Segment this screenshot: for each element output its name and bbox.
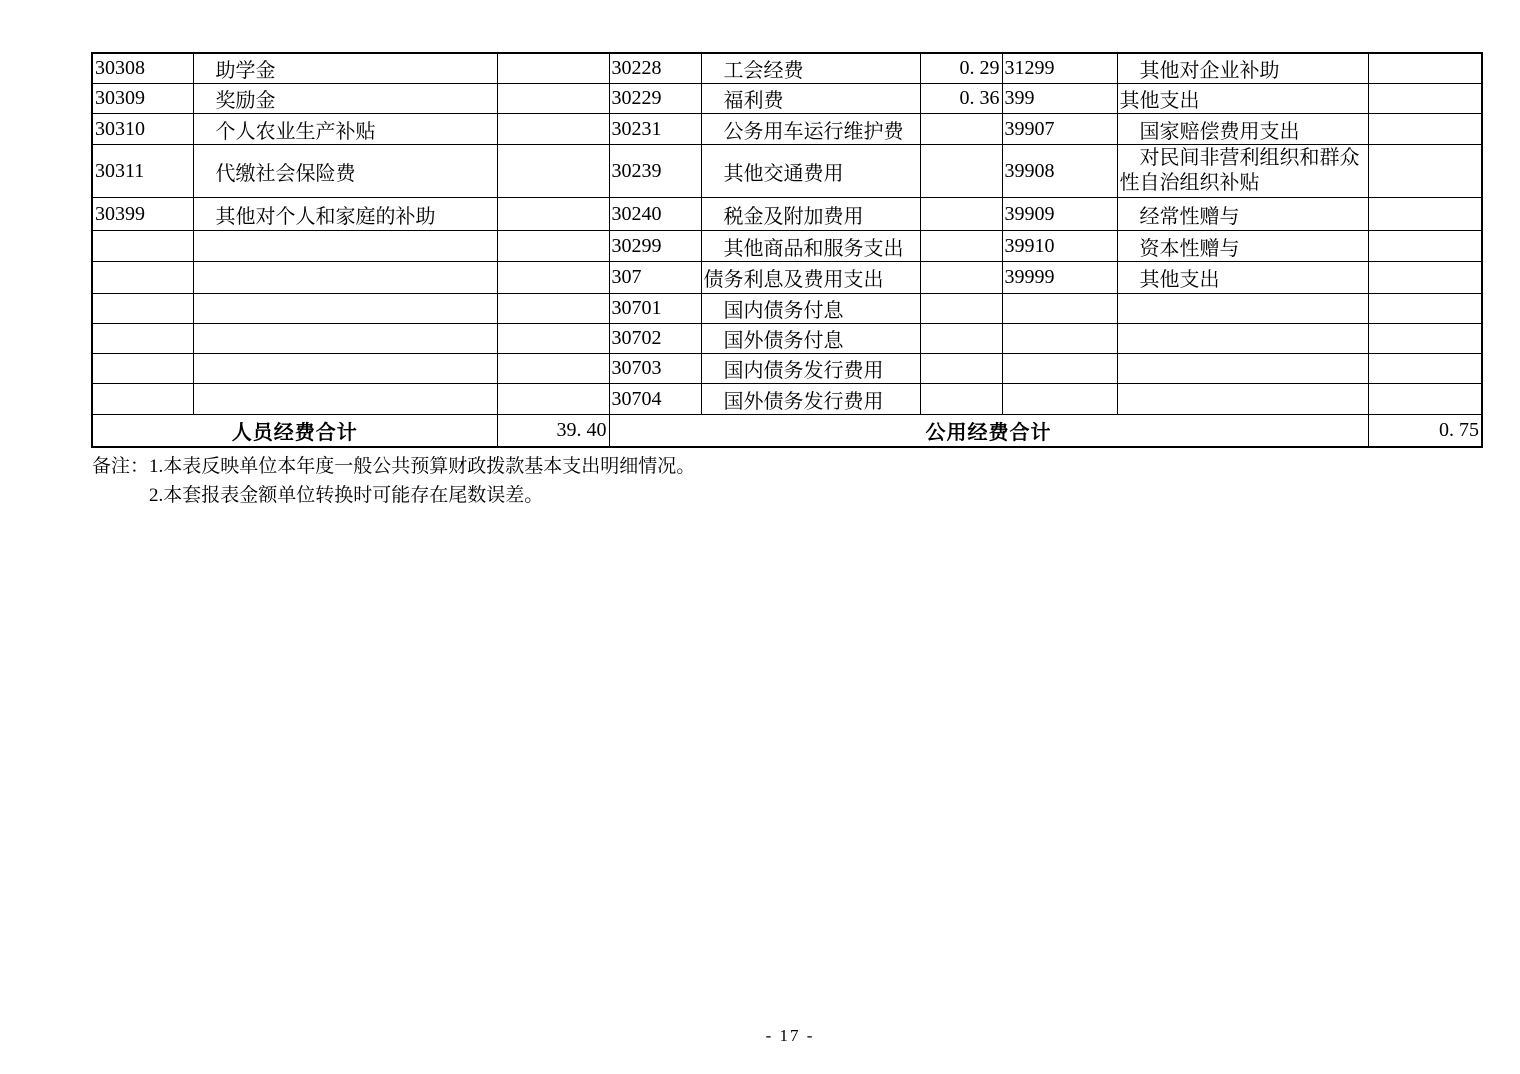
econ-code-cell bbox=[92, 354, 193, 384]
econ-name-cell: 公务用车运行维护费 bbox=[701, 114, 920, 145]
econ-code-cell bbox=[92, 384, 193, 415]
econ-code-cell: 30240 bbox=[609, 198, 701, 231]
econ-name-cell: 其他支出 bbox=[1117, 84, 1368, 114]
econ-code-cell: 30231 bbox=[609, 114, 701, 145]
econ-name-cell: 代缴社会保险费 bbox=[193, 145, 497, 198]
econ-name-cell: 工会经费 bbox=[701, 53, 920, 84]
econ-name-cell bbox=[1117, 324, 1368, 354]
econ-name-cell bbox=[193, 262, 497, 294]
amount-cell bbox=[1368, 294, 1482, 324]
econ-code-cell: 39907 bbox=[1002, 114, 1117, 145]
amount-cell bbox=[497, 354, 609, 384]
amount-cell bbox=[920, 294, 1002, 324]
econ-code-cell bbox=[1002, 354, 1117, 384]
amount-cell bbox=[920, 145, 1002, 198]
econ-code-cell bbox=[92, 324, 193, 354]
amount-cell bbox=[1368, 198, 1482, 231]
basic-expenditure-detail-table bbox=[91, 52, 1483, 448]
amount-cell bbox=[1368, 114, 1482, 145]
amount-cell bbox=[1368, 231, 1482, 262]
amount-cell: 0. 29 bbox=[920, 53, 1002, 84]
econ-name-cell bbox=[193, 324, 497, 354]
amount-cell bbox=[497, 231, 609, 262]
amount-cell bbox=[1368, 324, 1482, 354]
table-row bbox=[92, 294, 1482, 324]
amount-cell bbox=[1368, 145, 1482, 198]
amount-cell bbox=[497, 114, 609, 145]
econ-code-cell: 30310 bbox=[92, 114, 193, 145]
econ-code-cell bbox=[92, 262, 193, 294]
table-row bbox=[92, 354, 1482, 384]
page-number: - 17 - bbox=[765, 1026, 815, 1045]
econ-name-cell: 经常性赠与 bbox=[1117, 198, 1368, 231]
amount-cell bbox=[920, 384, 1002, 415]
amount-cell bbox=[497, 84, 609, 114]
amount-cell bbox=[497, 53, 609, 84]
econ-code-cell bbox=[92, 294, 193, 324]
econ-name-cell bbox=[193, 294, 497, 324]
econ-name-cell bbox=[1117, 294, 1368, 324]
totals-row bbox=[92, 415, 1482, 447]
econ-name-cell: 债务利息及费用支出 bbox=[701, 262, 920, 294]
econ-code-cell: 30311 bbox=[92, 145, 193, 198]
econ-code-cell bbox=[1002, 294, 1117, 324]
table-row bbox=[92, 114, 1482, 145]
econ-name-cell: 其他对企业补助 bbox=[1117, 53, 1368, 84]
amount-cell bbox=[497, 384, 609, 415]
table-row bbox=[92, 53, 1482, 84]
amount-cell bbox=[497, 262, 609, 294]
amount-cell: 0. 36 bbox=[920, 84, 1002, 114]
econ-name-cell bbox=[193, 231, 497, 262]
econ-name-cell: 其他商品和服务支出 bbox=[701, 231, 920, 262]
econ-name-cell: 其他支出 bbox=[1117, 262, 1368, 294]
amount-cell bbox=[497, 145, 609, 198]
econ-code-cell: 39910 bbox=[1002, 231, 1117, 262]
footnote-line-1: 备注：1.本表反映单位本年度一般公共预算财政拨款基本支出明细情况。 bbox=[92, 456, 696, 477]
econ-name-cell: 税金及附加费用 bbox=[701, 198, 920, 231]
amount-cell bbox=[497, 198, 609, 231]
amount-cell bbox=[920, 324, 1002, 354]
econ-code-cell: 39908 bbox=[1002, 145, 1117, 198]
econ-code-cell bbox=[92, 231, 193, 262]
amount-cell bbox=[1368, 53, 1482, 84]
econ-name-cell: 奖励金 bbox=[193, 84, 497, 114]
econ-code-cell: 399 bbox=[1002, 84, 1117, 114]
econ-name-cell: 资本性赠与 bbox=[1117, 231, 1368, 262]
public-funds-total-label: 公用经费合计 bbox=[609, 415, 1368, 447]
econ-name-cell: 国内债务付息 bbox=[701, 294, 920, 324]
personnel-total-value: 39. 40 bbox=[497, 415, 609, 447]
econ-name-cell bbox=[1117, 354, 1368, 384]
econ-code-cell: 30239 bbox=[609, 145, 701, 198]
econ-code-cell: 30702 bbox=[609, 324, 701, 354]
econ-code-cell: 307 bbox=[609, 262, 701, 294]
econ-code-cell: 30229 bbox=[609, 84, 701, 114]
econ-name-cell: 对民间非营利组织和群众性自治组织补贴 bbox=[1117, 145, 1368, 198]
econ-code-cell: 39999 bbox=[1002, 262, 1117, 294]
econ-name-cell: 其他对个人和家庭的补助 bbox=[193, 198, 497, 231]
amount-cell bbox=[920, 198, 1002, 231]
amount-cell bbox=[920, 262, 1002, 294]
amount-cell bbox=[920, 231, 1002, 262]
personnel-total-label: 人员经费合计 bbox=[92, 415, 497, 447]
econ-name-cell: 国内债务发行费用 bbox=[701, 354, 920, 384]
table-row bbox=[92, 145, 1482, 198]
econ-name-cell: 国家赔偿费用支出 bbox=[1117, 114, 1368, 145]
econ-code-cell: 30701 bbox=[609, 294, 701, 324]
econ-code-cell: 30228 bbox=[609, 53, 701, 84]
amount-cell bbox=[1368, 262, 1482, 294]
table-row bbox=[92, 384, 1482, 415]
econ-code-cell: 30703 bbox=[609, 354, 701, 384]
econ-code-cell: 30309 bbox=[92, 84, 193, 114]
table-row bbox=[92, 324, 1482, 354]
amount-cell bbox=[920, 354, 1002, 384]
amount-cell bbox=[1368, 84, 1482, 114]
table-row bbox=[92, 231, 1482, 262]
econ-code-cell: 30308 bbox=[92, 53, 193, 84]
econ-name-cell: 个人农业生产补贴 bbox=[193, 114, 497, 145]
econ-code-cell: 39909 bbox=[1002, 198, 1117, 231]
econ-code-cell bbox=[1002, 384, 1117, 415]
econ-name-cell: 国外债务发行费用 bbox=[701, 384, 920, 415]
econ-code-cell: 30704 bbox=[609, 384, 701, 415]
amount-cell bbox=[920, 114, 1002, 145]
table-row bbox=[92, 84, 1482, 114]
public-funds-total-value: 0. 75 bbox=[1368, 415, 1482, 447]
footnote-line-2: 2.本套报表金额单位转换时可能存在尾数误差。 bbox=[149, 485, 544, 506]
econ-code-cell: 31299 bbox=[1002, 53, 1117, 84]
amount-cell bbox=[497, 294, 609, 324]
econ-name-cell: 国外债务付息 bbox=[701, 324, 920, 354]
econ-name-cell bbox=[193, 354, 497, 384]
econ-code-cell: 30299 bbox=[609, 231, 701, 262]
econ-code-cell bbox=[1002, 324, 1117, 354]
econ-name-cell: 福利费 bbox=[701, 84, 920, 114]
footnotes bbox=[92, 452, 695, 510]
econ-code-cell: 30399 bbox=[92, 198, 193, 231]
econ-name-cell: 其他交通费用 bbox=[701, 145, 920, 198]
econ-name-cell: 助学金 bbox=[193, 53, 497, 84]
econ-name-cell bbox=[1117, 384, 1368, 415]
amount-cell bbox=[1368, 384, 1482, 415]
econ-name-cell bbox=[193, 384, 497, 415]
amount-cell bbox=[497, 324, 609, 354]
amount-cell bbox=[1368, 354, 1482, 384]
table-row bbox=[92, 262, 1482, 294]
table-row bbox=[92, 198, 1482, 231]
